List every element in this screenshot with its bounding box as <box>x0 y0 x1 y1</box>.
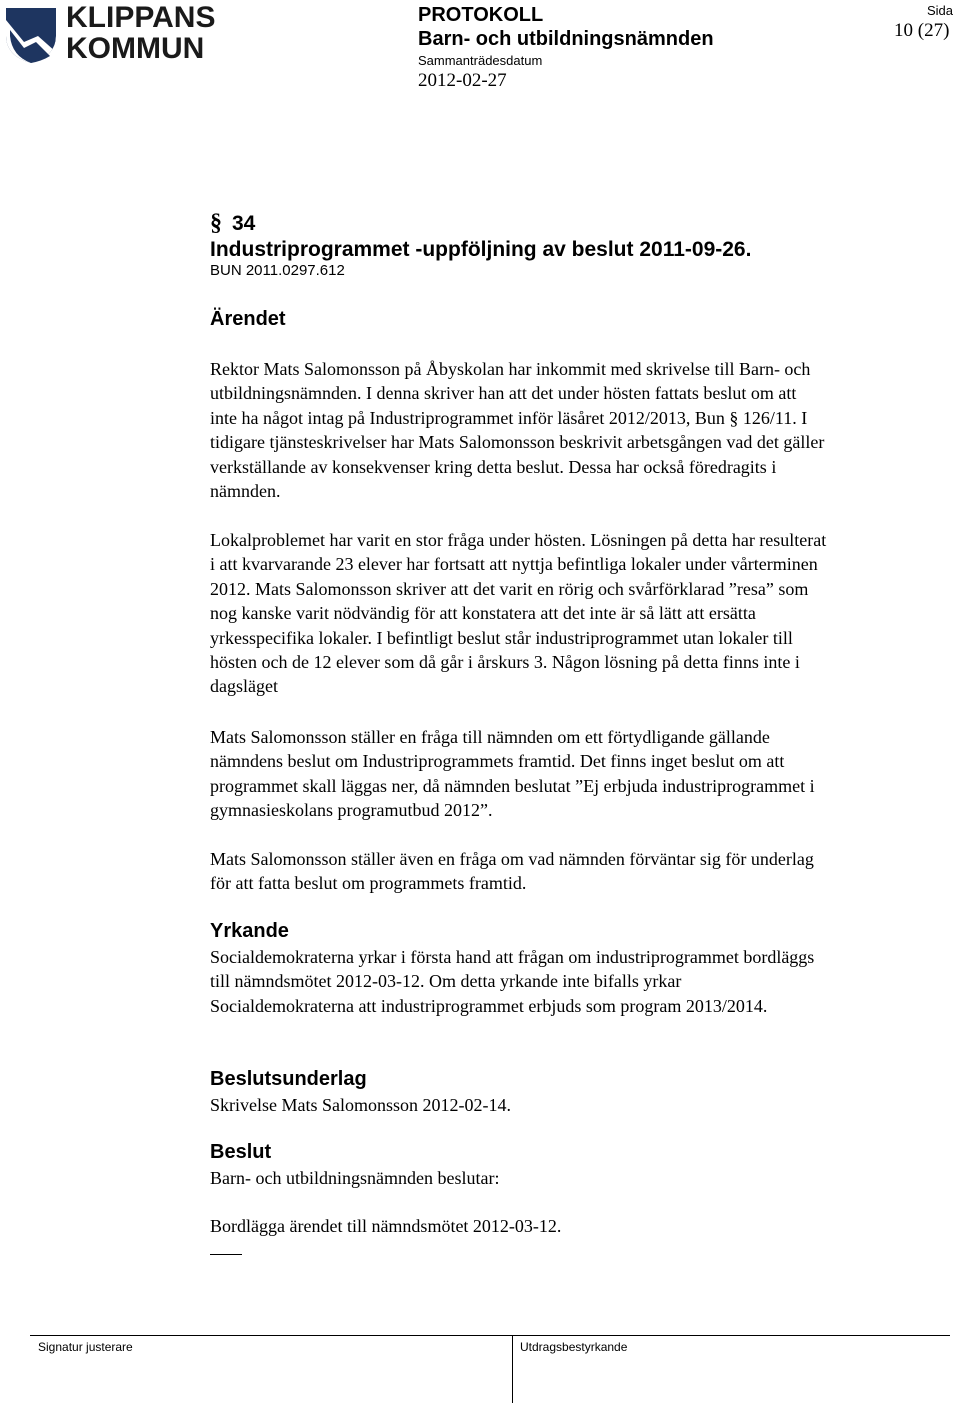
text-line: verkställande av konsekvenser kring detta beslut. Dessa har också föredragits i <box>210 456 777 477</box>
logo-wordmark <box>66 2 215 64</box>
beslut-decision: Bordlägga ärendet till nämndsmötet 2012-03-12. <box>210 1216 562 1236</box>
logo-line-2: KOMMUN <box>66 32 205 65</box>
text-line: utbildningsnämnden. I denna skriver han att det under hösten fattats beslut om att <box>210 383 797 404</box>
paragraph-1 <box>210 357 950 503</box>
text-line: Mats Salomonsson ställer även en fråga om vad nämnden förväntar sig för underlag <box>210 849 814 869</box>
footer-rule <box>30 1335 950 1336</box>
document-type: PROTOKOLL <box>418 4 544 26</box>
text-line: Rektor Mats Salomonsson på Åbyskolan har inkommit med skrivelse till Barn- och <box>210 359 811 379</box>
case-number: BUN 2011.0297.612 <box>210 262 345 279</box>
meeting-date: 2012-02-27 <box>418 70 507 91</box>
text-line: dagsläget <box>210 676 278 697</box>
beslut-intro: Barn- och utbildningsnämnden beslutar: <box>210 1168 500 1188</box>
heading-arendet: Ärendet <box>210 308 286 330</box>
text-line: till nämndsmötet 2012-03-12. Om detta yrkande inte bifalls yrkar <box>210 971 682 992</box>
text-line: nämnden. <box>210 481 281 502</box>
section-sign: § <box>210 210 222 236</box>
page-label: Sida <box>927 3 954 18</box>
text-line: tidigare tjänsteskrivelser har Mats Salomonsson beskrivit arbetsgången vad det gäller <box>210 432 825 453</box>
footer-divider <box>512 1335 513 1403</box>
text-line: Lokalproblemet har varit en stor fråga under hösten. Lösningen på detta har resulterat <box>210 530 827 550</box>
signature-label: Signatur justerare <box>38 1340 133 1354</box>
beslutsunderlag-text: Skrivelse Mats Salomonsson 2012-02-14. <box>210 1095 511 1115</box>
logo-line-1: KLIPPANS <box>66 1 216 34</box>
paragraph-3 <box>210 725 950 823</box>
coat-of-arms-icon <box>4 6 58 64</box>
text-line: hösten och de 12 elever som då går i årskurs 3. Någon lösning på detta finns inte i <box>210 652 800 673</box>
text-line: nämndens beslut om Industriprogrammets framtid. Det finns inget beslut om att <box>210 751 785 772</box>
page-number: 10 (27) <box>894 20 950 41</box>
text-line: inte ha något intag på Industriprogrammet inför läsåret 2012/2013, Bun § 126/11. I <box>210 407 808 428</box>
yrkande-text <box>210 945 950 1018</box>
section-number: 34 <box>232 212 256 235</box>
text-line: nog kanske varit nödvändig för att konstatera att det inte är så lätt att ersätta <box>210 603 756 624</box>
paragraph-2 <box>210 528 950 699</box>
meeting-date-label: Sammanträdesdatum <box>418 53 543 68</box>
paragraph-4 <box>210 847 950 896</box>
heading-beslutsunderlag: Beslutsunderlag <box>210 1068 367 1090</box>
text-line: Socialdemokraterna att industriprogrammet erbjuds som program 2013/2014. <box>210 995 768 1016</box>
text-line: Mats Salomonsson ställer en fråga till nämnden om ett förtydligande gällande <box>210 727 770 747</box>
end-rule <box>210 1254 242 1255</box>
text-line: i att kvarvarande 23 elever har fortsatt att nyttja befintliga lokaler under vårterminen <box>210 554 818 575</box>
heading-yrkande: Yrkande <box>210 920 289 942</box>
committee-name: Barn- och utbildningsnämnden <box>418 28 714 50</box>
text-line: 2012. Mats Salomonsson skriver att det varit en rörig och svårförklarad ”resa” som <box>210 578 809 599</box>
text-line: programmet skall läggas ner, då nämnden beslutat ”Ej erbjuda industriprogrammet i <box>210 775 815 796</box>
section-title: Industriprogrammet -uppföljning av beslut 2011-09-26. <box>210 238 752 261</box>
extract-label: Utdragsbestyrkande <box>520 1340 628 1354</box>
heading-beslut: Beslut <box>210 1141 272 1163</box>
municipality-logo <box>4 1 216 68</box>
text-line: för att fatta beslut om programmets framtid. <box>210 873 527 894</box>
text-line: yrkesspecifika lokaler. I befintligt beslut står industriprogrammet utan lokaler till <box>210 627 793 648</box>
text-line: Socialdemokraterna yrkar i första hand att frågan om industriprogrammet bordläggs <box>210 947 815 967</box>
text-line: gymnasieskolans programutbud 2012”. <box>210 800 493 821</box>
